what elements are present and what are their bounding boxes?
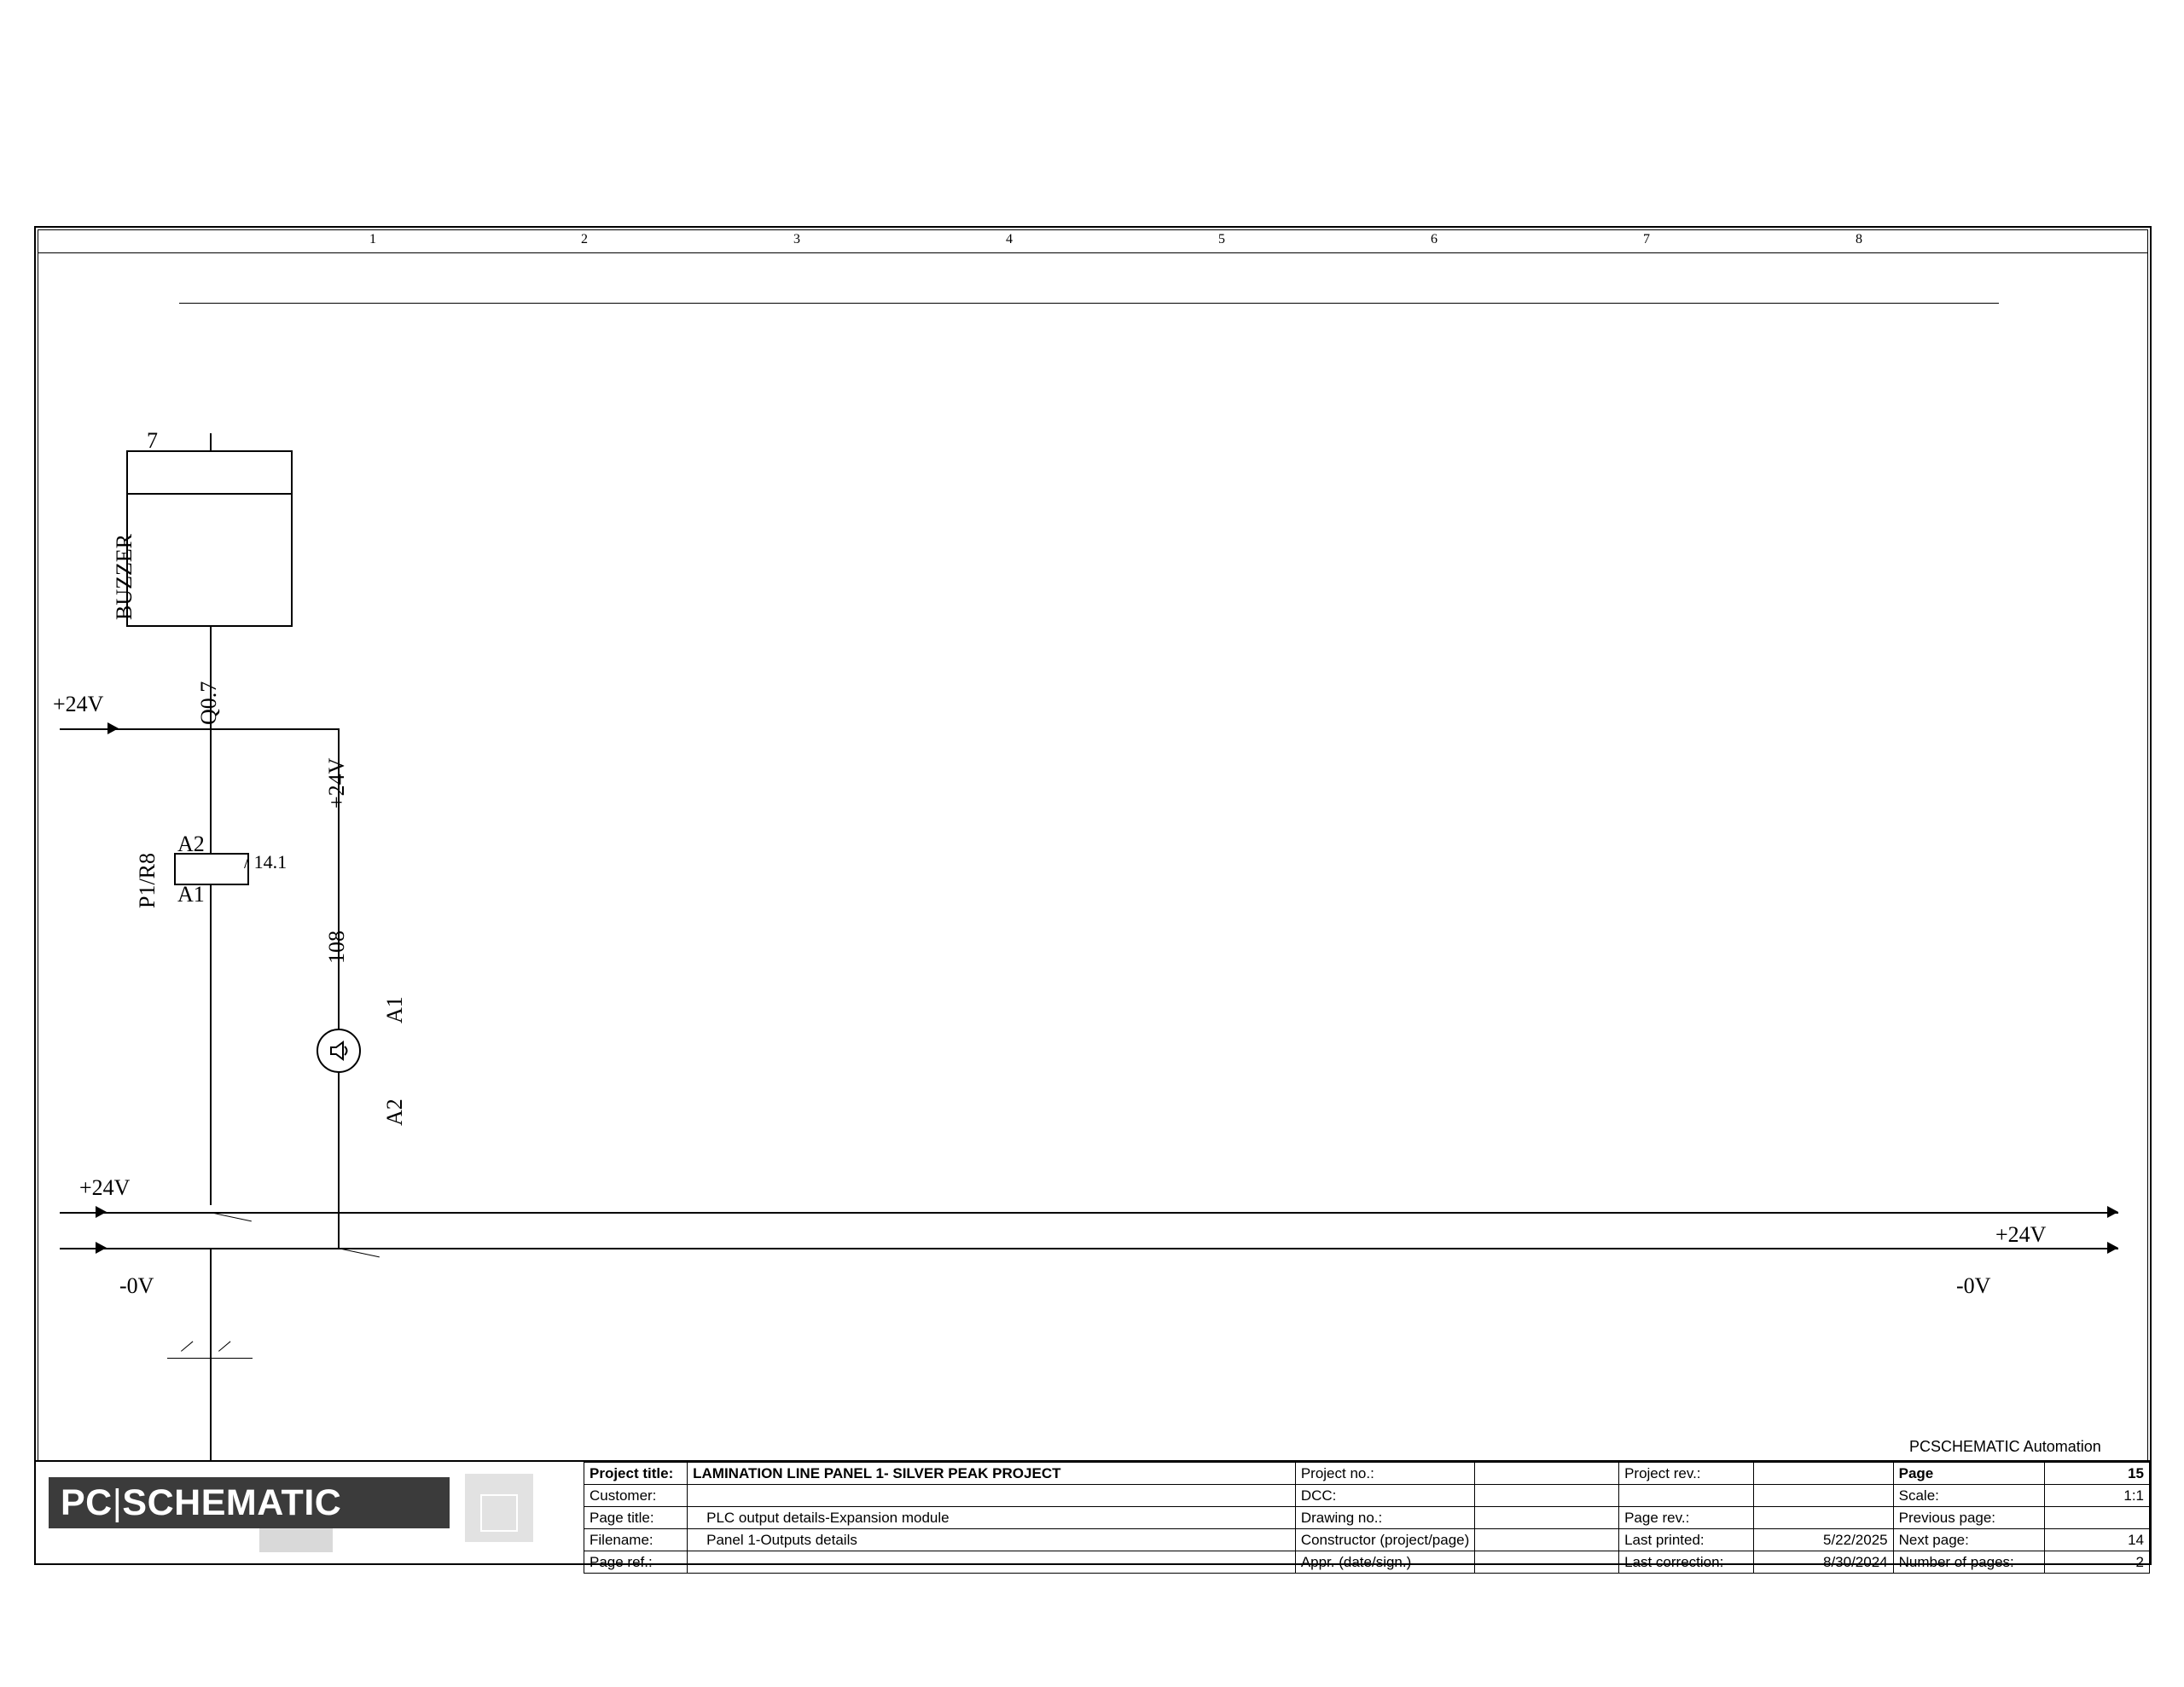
row3-c1-label: Filename: bbox=[584, 1529, 688, 1551]
row1-c2-value bbox=[1475, 1485, 1619, 1507]
ground-drop-wire bbox=[210, 1248, 212, 1461]
row0-c3-label: Project rev.: bbox=[1619, 1463, 1754, 1485]
column-number: 5 bbox=[1218, 232, 1225, 246]
column-number: 1 bbox=[369, 232, 376, 246]
row3-c4-value: 14 bbox=[2045, 1529, 2150, 1551]
table-row bbox=[584, 1507, 2150, 1529]
row2-c2-label: Drawing no.: bbox=[1295, 1507, 1474, 1529]
row2-c4-value bbox=[2045, 1507, 2150, 1529]
row0-c2-label: Project no.: bbox=[1295, 1463, 1474, 1485]
row0-c3-value bbox=[1753, 1463, 1893, 1485]
buzzer-box-divider bbox=[126, 493, 293, 495]
branch-line-to-bell bbox=[210, 728, 340, 730]
title-block-table bbox=[584, 1462, 2150, 1574]
rail-0v-arrow-right bbox=[2107, 1242, 2118, 1254]
supply-label-top-left: +24V bbox=[53, 692, 104, 716]
buzzer-terminal-stub bbox=[210, 433, 212, 452]
logo-grey-bar bbox=[259, 1528, 333, 1552]
row3-c1-value: Panel 1-Outputs details bbox=[688, 1529, 1296, 1551]
supply-arrow-top bbox=[107, 722, 119, 734]
rail-0v-line bbox=[60, 1248, 2118, 1249]
row0-c1-value: LAMINATION LINE PANEL 1- SILVER PEAK PROJECT bbox=[688, 1463, 1296, 1485]
column-number: 4 bbox=[1006, 232, 1013, 246]
row4-c4-value: 2 bbox=[2045, 1551, 2150, 1574]
rail-plus24-right-label: +24V bbox=[1995, 1222, 2047, 1247]
row0-c1-label: Project title: bbox=[584, 1463, 688, 1485]
table-row bbox=[584, 1551, 2150, 1574]
row4-c1-value bbox=[688, 1551, 1296, 1574]
rail-0v-arrow-left bbox=[96, 1242, 107, 1254]
column-number: 7 bbox=[1643, 232, 1650, 246]
buzzer-label: BUZZER bbox=[112, 533, 136, 620]
row2-c2-value bbox=[1475, 1507, 1619, 1529]
table-row bbox=[584, 1485, 2150, 1507]
relay-terminal-a2-label: A2 bbox=[177, 832, 205, 856]
table-row bbox=[584, 1463, 2150, 1485]
column-number: 6 bbox=[1431, 232, 1438, 246]
row1-c4-label: Scale: bbox=[1893, 1485, 2044, 1507]
branch-supply-label: +24V bbox=[324, 757, 349, 809]
row0-c4-value: 15 bbox=[2045, 1463, 2150, 1485]
row2-c3-label: Page rev.: bbox=[1619, 1507, 1754, 1529]
row4-c3-label: Last correction: bbox=[1619, 1551, 1754, 1574]
bell-wire-number: 108 bbox=[324, 930, 349, 964]
row4-c3-value: 8/30/2024 bbox=[1753, 1551, 1893, 1574]
row1-c1-value bbox=[688, 1485, 1296, 1507]
row3-c2-label: Constructor (project/page) bbox=[1295, 1529, 1474, 1551]
bell-terminal-a2-label: A2 bbox=[382, 1099, 407, 1126]
relay-coil-box bbox=[174, 853, 249, 885]
table-row bbox=[584, 1529, 2150, 1551]
row1-c4-value: 1:1 bbox=[2045, 1485, 2150, 1507]
bell-icon bbox=[325, 1037, 352, 1064]
row3-c3-label: Last printed: bbox=[1619, 1529, 1754, 1551]
rail-0v-right-label: -0V bbox=[1956, 1273, 1991, 1298]
row1-c2-label: DCC: bbox=[1295, 1485, 1474, 1507]
logo-square-inner bbox=[480, 1494, 518, 1532]
row2-c1-value: PLC output details-Expansion module bbox=[688, 1507, 1296, 1529]
rail-plus24-line bbox=[60, 1212, 2118, 1214]
row2-c3-value bbox=[1753, 1507, 1893, 1529]
buzzer-component-box bbox=[126, 450, 293, 627]
bell-terminal-a1-label: A1 bbox=[382, 996, 407, 1023]
relay-terminal-a1-label: A1 bbox=[177, 882, 205, 907]
rail-0v-left-label: -0V bbox=[119, 1273, 154, 1298]
column-number-strip bbox=[38, 229, 2148, 253]
column-number: 8 bbox=[1856, 232, 1862, 246]
row1-c3-label bbox=[1619, 1485, 1754, 1507]
header-separator-line bbox=[179, 303, 1999, 304]
row4-c1-label: Page ref.: bbox=[584, 1551, 688, 1574]
logo-text: PC|SCHEMATIC bbox=[61, 1482, 342, 1523]
row4-c4-label: Number of pages: bbox=[1893, 1551, 2044, 1574]
rail-plus24-arrow-left bbox=[96, 1206, 107, 1218]
buzzer-terminal-label: 7 bbox=[147, 428, 158, 453]
ground-symbol-line bbox=[167, 1358, 253, 1359]
row2-c1-label: Page title: bbox=[584, 1507, 688, 1529]
output-signal-label: Q0.7 bbox=[196, 681, 221, 725]
vendor-note: PCSCHEMATIC Automation bbox=[1909, 1438, 2101, 1455]
supply-feed-line-top bbox=[60, 728, 210, 730]
logo-text-pc: PC bbox=[61, 1482, 113, 1523]
row3-c2-value bbox=[1475, 1529, 1619, 1551]
pcschematic-logo bbox=[49, 1477, 450, 1552]
rail-plus24-arrow-right bbox=[2107, 1206, 2118, 1218]
rail-plus24-left-label: +24V bbox=[79, 1175, 131, 1200]
row4-c2-label: Appr. (date/sign.) bbox=[1295, 1551, 1474, 1574]
drawing-frame-inner bbox=[38, 229, 2148, 1562]
relay-name-label: P1/R8 bbox=[135, 852, 160, 908]
row4-c2-value bbox=[1475, 1551, 1619, 1574]
row0-c2-value bbox=[1475, 1463, 1619, 1485]
relay-cross-reference: / 14.1 bbox=[244, 851, 288, 872]
row1-c3-value bbox=[1753, 1485, 1893, 1507]
column-number: 3 bbox=[793, 232, 800, 246]
row3-c3-value: 5/22/2025 bbox=[1753, 1529, 1893, 1551]
column-number: 2 bbox=[581, 232, 588, 246]
row0-c4-label: Page bbox=[1893, 1463, 2044, 1485]
logo-text-schematic: SCHEMATIC bbox=[122, 1482, 342, 1523]
row2-c4-label: Previous page: bbox=[1893, 1507, 2044, 1529]
row3-c4-label: Next page: bbox=[1893, 1529, 2044, 1551]
row1-c1-label: Customer: bbox=[584, 1485, 688, 1507]
